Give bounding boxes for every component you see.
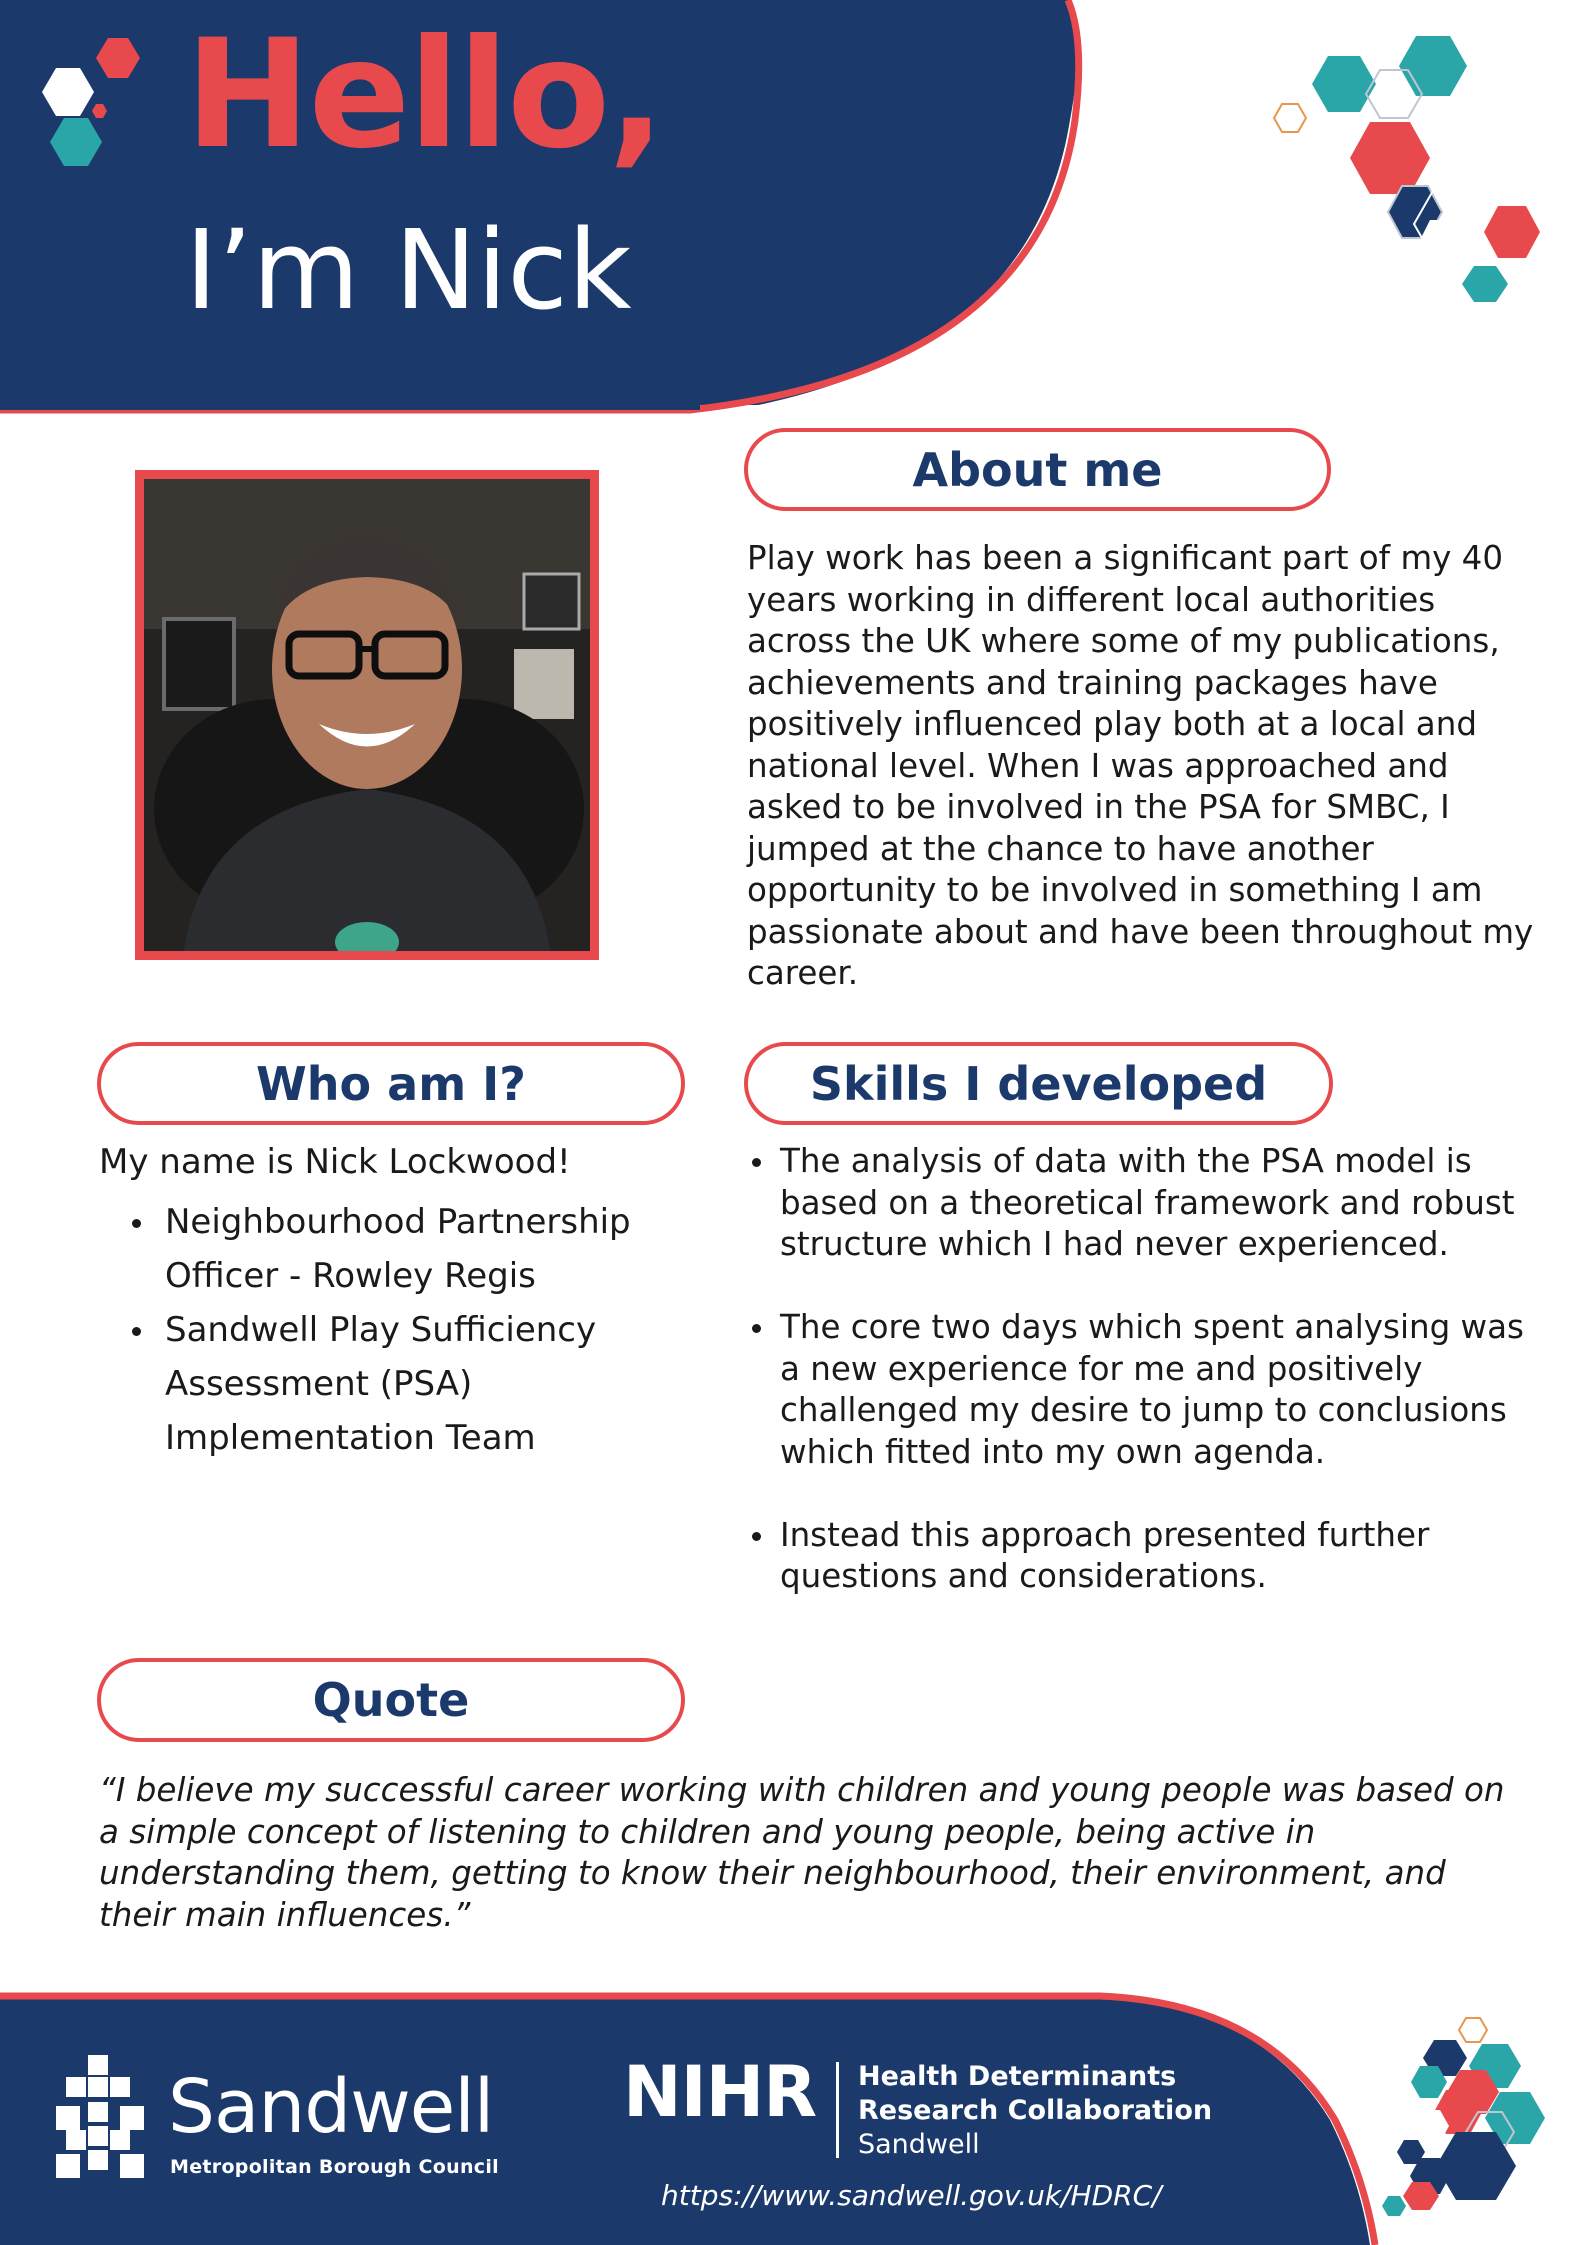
list-item: Neighbourhood Partnership Officer - Rowley Regis xyxy=(128,1195,648,1303)
sandwell-logo-text: Sandwell xyxy=(168,2064,494,2150)
list-item: The core two days which spent analysing was a new experience for me and positively challenged my desire to jump to conclusions which fitted into my own agenda. xyxy=(748,1307,1548,1473)
list-item: Instead this approach presented further questions and considerations. xyxy=(748,1515,1548,1598)
bullet-icon xyxy=(132,1327,141,1336)
hexagon-cluster-bottom-right xyxy=(1382,2018,1545,2216)
profile-photo xyxy=(135,470,599,960)
bullet-icon xyxy=(752,1324,761,1333)
bullet-icon xyxy=(752,1532,761,1541)
bullet-icon xyxy=(752,1158,761,1167)
name-heading: I’m Nick xyxy=(185,206,632,334)
who-heading-pill: Who am I? xyxy=(97,1042,685,1125)
who-list xyxy=(128,1195,648,1465)
list-item: Sandwell Play Sufficiency Assessment (PSA) Implementation Team xyxy=(128,1303,648,1465)
bullet-icon xyxy=(132,1219,141,1228)
skills-list xyxy=(748,1141,1548,1639)
nihr-divider xyxy=(836,2062,839,2158)
hdrc-line-1: Health Determinants xyxy=(858,2061,1177,2092)
footer-url-link[interactable]: https://www.sandwell.gov.uk/HDRC/ xyxy=(661,2179,1162,2212)
nihr-logo-text: NIHR xyxy=(623,2051,817,2133)
sandwell-logo-subtitle: Metropolitan Borough Council xyxy=(170,2156,499,2178)
person-photo-illustration xyxy=(144,479,590,951)
hdrc-line-3: Sandwell xyxy=(858,2129,980,2160)
about-heading-pill: About me xyxy=(744,428,1331,511)
quote-text: “I believe my successful career working with children and young people was based on a simple concept of listening to children and young people, being active in understanding them, getting to know their neighbourhood, their environment, and their main influences.” xyxy=(99,1771,1505,1934)
who-intro-text: My name is Nick Lockwood! xyxy=(99,1142,571,1182)
list-item: The analysis of data with the PSA model is based on a theoretical framework and robust structure which I had never experienced. xyxy=(748,1141,1548,1266)
skills-heading-pill: Skills I developed xyxy=(744,1042,1333,1125)
quote-heading-pill: Quote xyxy=(97,1658,685,1742)
hello-heading: Hello, xyxy=(185,8,664,182)
hdrc-line-2: Research Collaboration xyxy=(858,2095,1213,2126)
about-text: Play work has been a significant part of my 40 years working in different local authorities across the UK where some of my publications, achievements and training packages have positively influenced play both at a local and national level. When I was approached and asked to be involved in the PSA for SMBC, I jumped at the chance to have another opportunity to be involved in something I am passionate about and have been throughout my career. xyxy=(747,539,1534,992)
